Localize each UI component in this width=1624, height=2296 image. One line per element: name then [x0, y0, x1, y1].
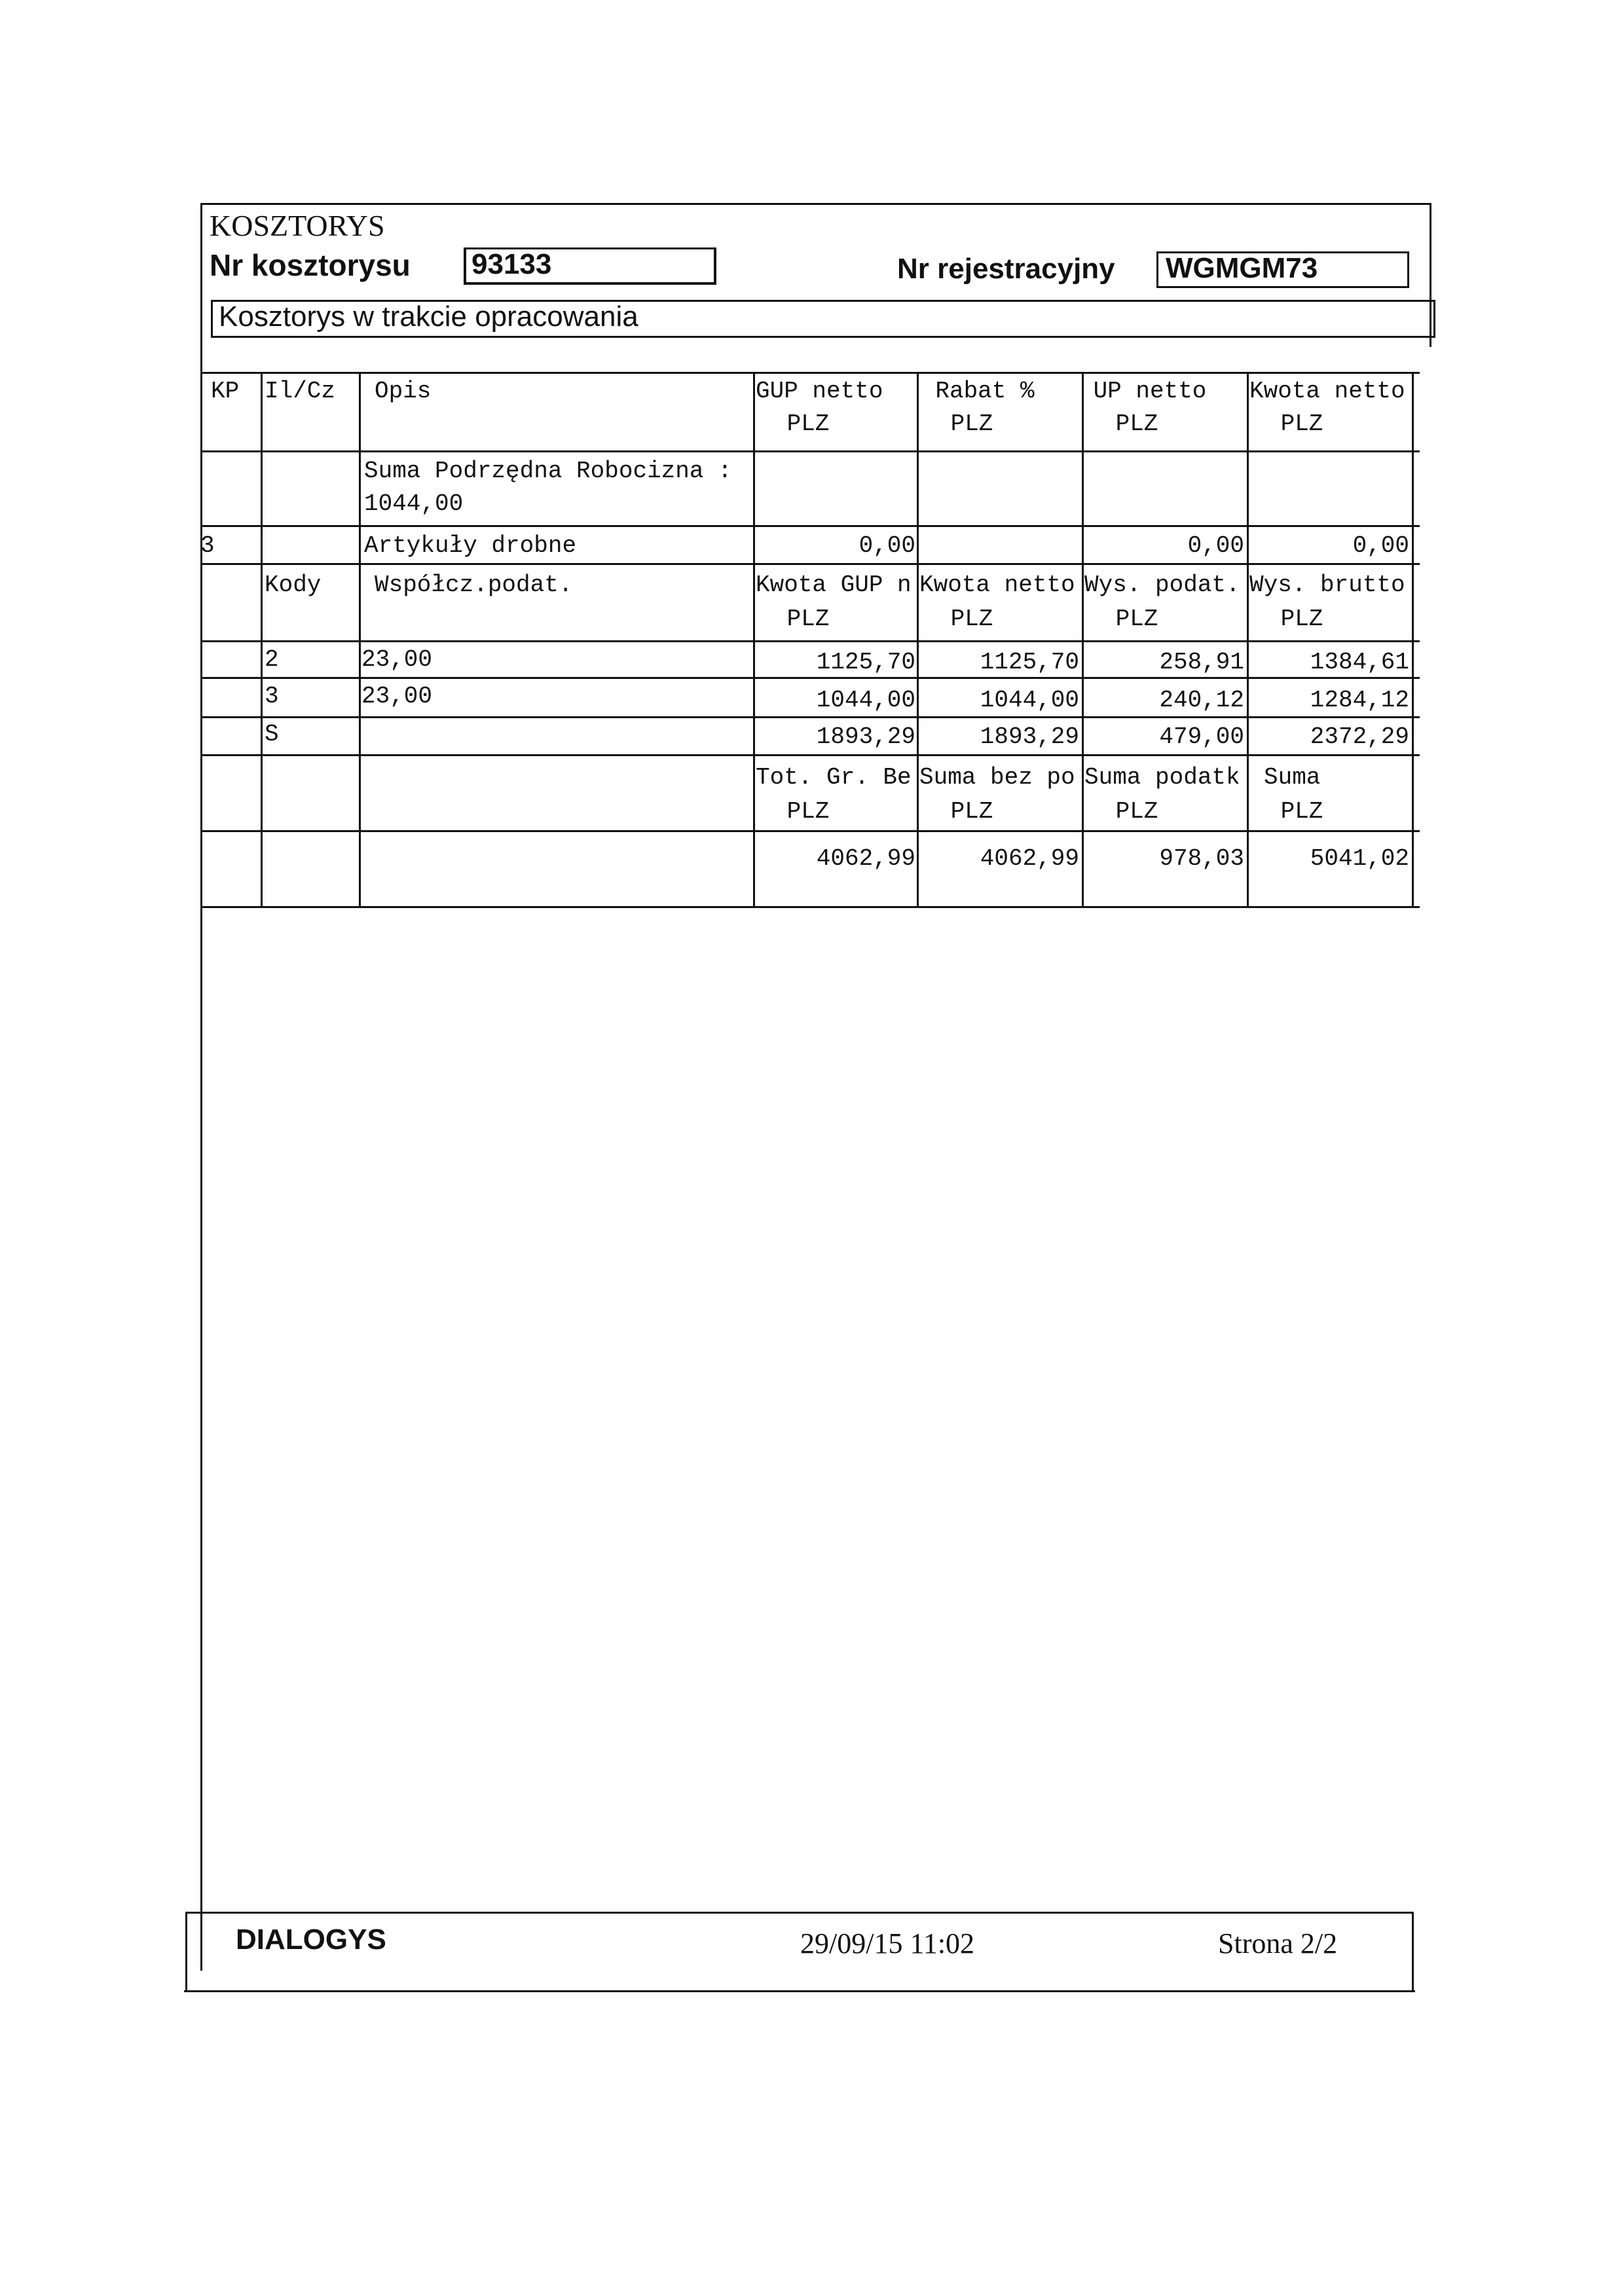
- tax-row-netto: 1893,29: [980, 723, 1079, 750]
- row-line: [200, 754, 1420, 756]
- tax-header-wys-podat-unit: PLZ: [1115, 606, 1158, 632]
- tax-header-kody: Kody: [265, 572, 322, 598]
- tax-row-gup: 1125,70: [816, 649, 915, 676]
- tax-row-kod: 2: [265, 646, 279, 673]
- row-line: [200, 716, 1420, 718]
- col-header-opis: Opis: [375, 378, 432, 405]
- frame-left-lower: [185, 1912, 187, 1992]
- col-header-rabat-unit: PLZ: [950, 410, 993, 437]
- tax-row-netto: 1125,70: [980, 649, 1079, 676]
- tax-row-kod: 3: [265, 683, 279, 710]
- col-line: [917, 372, 919, 906]
- row-line: [200, 563, 1420, 565]
- totals-header-suma-podatk-unit: PLZ: [1115, 798, 1158, 825]
- col-line: [1247, 372, 1249, 906]
- status-text: Kosztorys w trakcie opracowania: [219, 301, 638, 333]
- doc-title: KOSZTORYS: [210, 209, 385, 242]
- col-line: [1412, 372, 1414, 906]
- totals-header-suma-bez-unit: PLZ: [950, 798, 993, 825]
- col-header-gup-unit: PLZ: [786, 410, 830, 437]
- tax-header-wys-podat: Wys. podat.: [1084, 572, 1240, 598]
- tax-row-wsp: 23,00: [361, 646, 433, 673]
- footer-top-line: [185, 1912, 1413, 1914]
- totals-suma-podatk: 978,03: [1159, 845, 1244, 872]
- totals-tot: 4062,99: [816, 845, 915, 872]
- tax-row-netto: 1044,00: [980, 687, 1079, 714]
- nr-kosztorysu-label: Nr kosztorysu: [210, 248, 411, 282]
- table-top: [200, 372, 1420, 374]
- footer-right-line: [1412, 1912, 1414, 1992]
- footer-company: DIALOGYS: [236, 1923, 386, 1956]
- col-line: [261, 372, 263, 906]
- totals-header-tot: Tot. Gr. Be: [756, 764, 912, 791]
- footer-datetime: 29/09/15 11:02: [800, 1927, 975, 1959]
- nr-rejestracyjny-value: WGMGM73: [1166, 253, 1318, 284]
- col-line: [1082, 372, 1084, 906]
- tax-header-kwota-gup: Kwota GUP n: [756, 572, 912, 598]
- col-header-kp: KP: [211, 378, 240, 405]
- tax-header-kwota-gup-unit: PLZ: [786, 606, 830, 632]
- row-line: [200, 830, 1420, 832]
- tax-row-podat: 240,12: [1159, 687, 1244, 714]
- row-line: [200, 450, 1420, 452]
- frame-bottom: [184, 1990, 1415, 1992]
- col-line: [753, 372, 755, 906]
- tax-header-kwota-netto-unit: PLZ: [950, 606, 993, 632]
- tax-row-brutto: 1384,61: [1310, 649, 1409, 676]
- totals-header-suma-bez: Suma bez po: [919, 764, 1075, 791]
- col-header-up: UP netto: [1093, 378, 1207, 405]
- row-line: [200, 640, 1420, 642]
- suma-line1: Suma Podrzędna Robocizna :: [364, 458, 732, 484]
- nr-rejestracyjny-label: Nr rejestracyjny: [897, 253, 1115, 285]
- tax-row-brutto: 2372,29: [1310, 723, 1409, 750]
- frame-left: [200, 203, 202, 1971]
- totals-header-suma: Suma: [1264, 764, 1321, 791]
- table-bottom: [200, 906, 1420, 908]
- tax-row-gup: 1044,00: [816, 687, 915, 714]
- row-line: [200, 677, 1420, 679]
- totals-suma-bez: 4062,99: [980, 845, 1079, 872]
- item-kp: 3: [200, 532, 215, 559]
- tax-row-podat: 258,91: [1159, 649, 1244, 676]
- col-line: [359, 372, 361, 906]
- nr-kosztorysu-value: 93133: [471, 249, 552, 280]
- suma-line2: 1044,00: [364, 490, 464, 517]
- footer-page: Strona 2/2: [1218, 1927, 1338, 1959]
- col-header-ilcz: Il/Cz: [265, 378, 336, 405]
- totals-header-suma-unit: PLZ: [1280, 798, 1323, 825]
- item-gup: 0,00: [858, 532, 915, 559]
- col-header-kwota-unit: PLZ: [1280, 410, 1323, 437]
- item-opis: Artykuły drobne: [364, 532, 577, 559]
- totals-header-tot-unit: PLZ: [786, 798, 830, 825]
- tax-header-kwota-netto: Kwota netto: [919, 572, 1075, 598]
- frame-top: [200, 203, 1431, 205]
- row-line: [200, 525, 1420, 527]
- item-up: 0,00: [1187, 532, 1244, 559]
- totals-suma: 5041,02: [1310, 845, 1409, 872]
- totals-header-suma-podatk: Suma podatk: [1084, 764, 1240, 791]
- tax-header-wspolcz: Współcz.podat.: [375, 572, 573, 598]
- tax-row-wsp: 23,00: [361, 683, 433, 710]
- col-header-up-unit: PLZ: [1115, 410, 1158, 437]
- tax-row-brutto: 1284,12: [1310, 687, 1409, 714]
- tax-row-gup: 1893,29: [816, 723, 915, 750]
- tax-row-kod: S: [265, 721, 279, 748]
- tax-header-wys-brutto: Wys. brutto: [1249, 572, 1405, 598]
- tax-row-podat: 479,00: [1159, 723, 1244, 750]
- item-kwota: 0,00: [1352, 532, 1409, 559]
- tax-header-wys-brutto-unit: PLZ: [1280, 606, 1323, 632]
- col-header-gup: GUP netto: [756, 378, 883, 405]
- col-header-kwota: Kwota netto: [1249, 378, 1405, 405]
- col-header-rabat: Rabat %: [935, 378, 1035, 405]
